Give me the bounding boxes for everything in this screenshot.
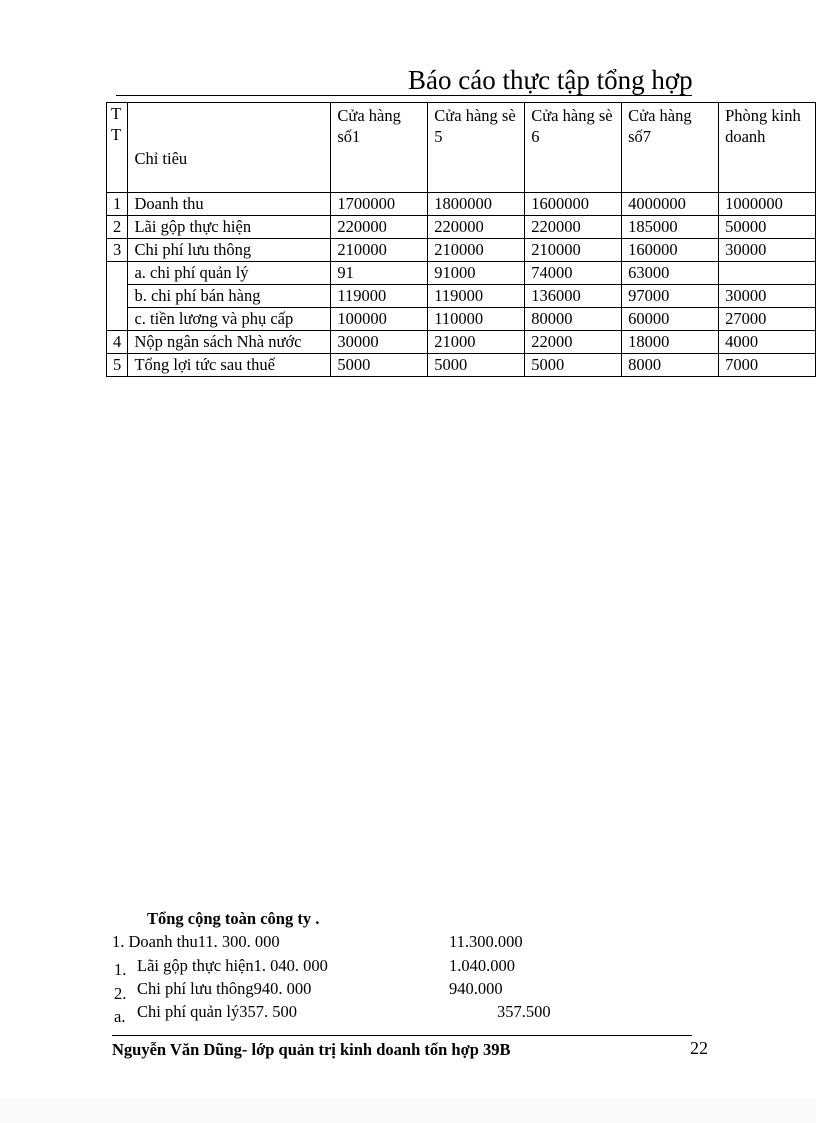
row-tt: 4 [107,331,128,354]
summary-item-marker: 1. [114,960,127,979]
header-col-3: Cửa hàng sè 6 [525,103,622,193]
row-tt-empty [107,262,128,331]
row-name: Chi phí lưu thông [128,239,331,262]
cell: 18000 [622,331,719,354]
table-row [107,308,816,331]
table-row [107,239,816,262]
cell: 30000 [719,239,816,262]
row-name: Tổng lợi tức sau thuế [128,354,331,377]
cell: 4000 [719,331,816,354]
header-chi-tieu: Chỉ tiêu [128,103,331,193]
cell: 80000 [525,308,622,331]
summary-item-label: 1. Doanh thu11. 300. 000 [112,932,280,951]
cell: 220000 [331,216,428,239]
cell: 210000 [331,239,428,262]
cell: 5000 [428,354,525,377]
row-tt: 2 [107,216,128,239]
cell: 74000 [525,262,622,285]
cell: 1000000 [719,193,816,216]
page-number: 22 [690,1038,708,1058]
cell: 119000 [331,285,428,308]
cell: 91 [331,262,428,285]
cell: 7000 [719,354,816,377]
summary-item-value: 940.000 [449,979,503,998]
table-row [107,354,816,377]
summary-item-marker: 2. [114,984,127,1003]
footer-rule [112,1035,692,1036]
header-col-5: Phòng kinh doanh [719,103,816,193]
cell: 1800000 [428,193,525,216]
summary-item-marker: a. [114,1007,126,1026]
cell: 27000 [719,308,816,331]
cell: 220000 [428,216,525,239]
cell: 91000 [428,262,525,285]
header-tt: T T [107,103,128,193]
row-tt: 1 [107,193,128,216]
cell: 5000 [331,354,428,377]
cell: 22000 [525,331,622,354]
cell: 30000 [331,331,428,354]
cell: 5000 [525,354,622,377]
table-row [107,331,816,354]
header-rule [116,95,692,96]
row-name: Nộp ngân sách Nhà nước [128,331,331,354]
table-header-row [107,103,816,193]
summary-item-label: Chi phí lưu thông940. 000 [137,979,312,998]
cell: 97000 [622,285,719,308]
cell: 8000 [622,354,719,377]
cell: 119000 [428,285,525,308]
table-row [107,193,816,216]
cell: 100000 [331,308,428,331]
summary-item-value: 357.500 [497,1002,551,1021]
summary-item-value: 1.040.000 [449,956,515,975]
report-table [106,102,816,377]
header-title: Báo cáo thực tập tổng hợp [408,65,693,95]
cell: 210000 [525,239,622,262]
page-bottom-margin [0,1098,816,1123]
row-name: b. chi phí bán hàng [128,285,331,308]
cell: 60000 [622,308,719,331]
cell: 185000 [622,216,719,239]
header-col-1: Cửa hàng số1 [331,103,428,193]
cell: 30000 [719,285,816,308]
cell: 160000 [622,239,719,262]
cell: 50000 [719,216,816,239]
cell: 110000 [428,308,525,331]
summary-title: Tổng cộng toàn công ty . [147,909,320,928]
footer-author: Nguyễn Văn Dũng- lớp quản trị kinh doanh tốn hợp 39B [112,1040,511,1059]
summary-item-label: Lãi gộp thực hiện1. 040. 000 [137,956,328,975]
header-col-2: Cửa hàng sè 5 [428,103,525,193]
cell: 210000 [428,239,525,262]
row-name: a. chi phí quản lý [128,262,331,285]
header-col-4: Cửa hàng số7 [622,103,719,193]
table-row [107,285,816,308]
cell: 220000 [525,216,622,239]
cell: 1600000 [525,193,622,216]
table-row [107,262,816,285]
cell [719,262,816,285]
cell: 1700000 [331,193,428,216]
summary-item-label: Chi phí quản lý357. 500 [137,1002,297,1021]
cell: 136000 [525,285,622,308]
cell: 63000 [622,262,719,285]
table-row [107,216,816,239]
summary-item-value: 11.300.000 [449,932,523,951]
row-name: c. tiền lương và phụ cấp [128,308,331,331]
row-tt: 3 [107,239,128,262]
row-name: Doanh thu [128,193,331,216]
cell: 21000 [428,331,525,354]
cell: 4000000 [622,193,719,216]
row-tt: 5 [107,354,128,377]
row-name: Lãi gộp thực hiện [128,216,331,239]
